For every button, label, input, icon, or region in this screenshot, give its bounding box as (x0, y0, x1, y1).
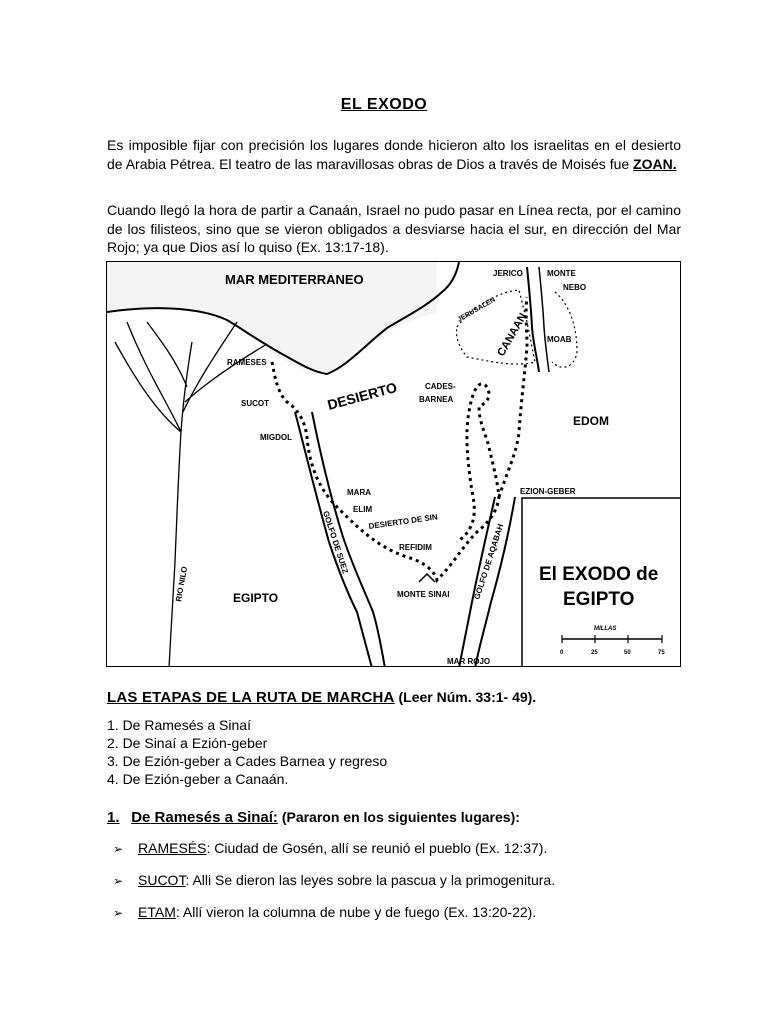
section1-number: 1. (107, 809, 120, 826)
map-scale-tick: 50 (624, 650, 631, 656)
map-label-canaan: CANAAN (495, 311, 530, 359)
map-label-golfoaqaba: GOLFO DE AQABAH (472, 522, 506, 601)
bullet-item (113, 904, 536, 920)
map-label-refidim: REFIDIM (399, 543, 432, 552)
map-scale-tick: 0 (560, 650, 564, 656)
map-label-sea: MAR MEDITERRANEO (225, 272, 364, 287)
map-label-barnea: BARNEA (419, 395, 454, 404)
etapas-ref: (Leer Núm. 33:1- 49). (394, 689, 537, 705)
map-label-cades: CADES- (425, 382, 456, 391)
map-label-marrojo: MAR ROJO (447, 657, 491, 666)
exodus-map (106, 261, 681, 667)
map-scale-unit: MILLAS (594, 626, 617, 632)
map-label-rionilo: RIO NILO (174, 565, 190, 603)
map-label-golfosuez: GOLFO DE SUEZ (321, 509, 350, 575)
bullet-text: : Ciudad de Gosén, allí se reunió el pueblo (Ex. 12:37). (206, 840, 548, 856)
map-label-moab: MOAB (547, 335, 572, 344)
map-label-nebo: NEBO (563, 283, 587, 292)
map-label-montesinai: MONTE SINAI (397, 590, 450, 599)
arrow-bullet-icon: ➢ (113, 842, 124, 856)
section1-lead: De Ramesés a Sinaí: (131, 809, 278, 826)
list-item: 2. De Sinaí a Ezión-geber (107, 735, 268, 751)
map-label-desiertosin: DESIERTO DE SIN (368, 512, 439, 531)
bullet-term: ETAM (138, 904, 176, 920)
list-item: 1. De Ramesés a Sinaí (107, 717, 251, 733)
bullet-text: : Alli Se dieron las leyes sobre la pascua y la primogenitura. (185, 872, 556, 888)
map-label-rameses: RAMESES (227, 358, 267, 367)
map-scale-tick: 75 (658, 650, 665, 656)
map-label-jerusalen: JERUSALEN (456, 296, 497, 324)
map-label-desierto: DESIERTO (325, 378, 399, 413)
list-item: 4. De Ezión-geber a Canaán. (107, 771, 289, 787)
bullet-term: SUCOT (138, 872, 186, 888)
map-label-eziongeber: EZION-GEBER (520, 487, 576, 496)
etapas-list (107, 716, 387, 788)
map-label-edom: EDOM (573, 414, 609, 428)
map-box-title-1: El EXODO de (539, 564, 659, 585)
arrow-bullet-icon: ➢ (113, 874, 124, 888)
map-label-egipto: EGIPTO (233, 591, 279, 605)
map-box-title-2: EGIPTO (563, 589, 635, 610)
arrow-bullet-icon: ➢ (113, 906, 124, 920)
map-label-elim: ELIM (353, 505, 373, 514)
section1-rest: (Pararon en los siguientes lugares): (277, 809, 520, 825)
map-label-monte: MONTE (547, 269, 576, 278)
intro-paragraph-2: Cuando llegó la hora de partir a Canaán, Israel no pudo pasar en Línea recta, por el camino de los filisteos, sino que se vieron obligados a desviarse hacia el sur, en dirección del Mar Rojo; ya que Dios así lo quiso (Ex. 13:17-18). (107, 202, 681, 256)
map-label-migdol: MIGDOL (260, 433, 292, 442)
section1-heading (107, 809, 520, 826)
list-item: 3. De Ezión-geber a Cades Barnea y regreso (107, 753, 388, 769)
intro-text: Es imposible fijar con precisión los lugares donde hicieron alto los israelitas en el desierto de Arabia Pétrea. El teatro de las maravillosas obras de Dios a través de Moisés fue (107, 137, 681, 172)
bullet-text: : Allí vieron la columna de nube y de fuego (Ex. 13:20-22). (175, 904, 537, 920)
page-title: EL EXODO (340, 96, 428, 113)
etapas-title: LAS ETAPAS DE LA RUTA DE MARCHA (107, 689, 395, 706)
bullet-item (113, 840, 547, 856)
map-label-sucot: SUCOT (241, 399, 269, 408)
map-label-mara: MARA (347, 488, 371, 497)
intro-paragraph-1 (107, 136, 681, 173)
map-scale-tick: 25 (591, 650, 598, 656)
bullet-item (113, 872, 555, 888)
bullet-term: RAMESÉS (138, 840, 207, 856)
map-label-jerico: JERICO (493, 269, 523, 278)
etapas-heading (107, 689, 536, 706)
zoan-emphasis: ZOAN. (633, 155, 677, 172)
